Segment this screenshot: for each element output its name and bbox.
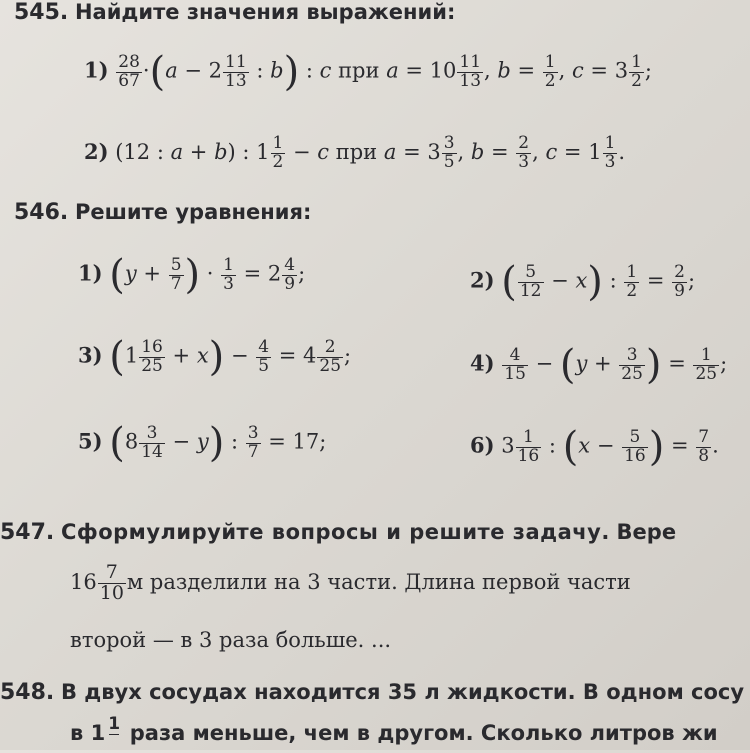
condition-word: при	[338, 58, 380, 83]
problem-548-line-2: в 1 1 раза меньше, чем в другом. Сколько литров жи	[70, 716, 718, 753]
equation-546-3: 3) (1 $\frac{16}{25}$ + x) − $\frac{4}{5}$ = 4 $\frac{2}{25}$ ;	[78, 334, 352, 380]
equation-546-4: 4) $\frac{4}{15}$ − (y + $\frac{3}{25}$ ) = $\frac{1}{25}$ ;	[470, 342, 728, 388]
problem-545-number: 545.	[14, 0, 69, 25]
problem-547-header: 547. Сформулируйте вопросы и решите задачу. Вере	[0, 520, 677, 545]
problem-545-header	[14, 0, 455, 25]
problem-546-header	[14, 200, 311, 225]
problem-545-title: Найдите значения выражений:	[74, 0, 456, 24]
problem-547-line-2	[70, 628, 391, 652]
equation-546-6: 6) 3 $\frac{1}{16}$ : (x − $\frac{5}{16}$ ) = $\frac{7}{8}$ .	[470, 424, 719, 470]
equation-546-5: 5) (8 $\frac{3}{14}$ − y) : $\frac{3}{7}$ = 17;	[78, 420, 327, 466]
equation-546-1: 1) (y + $\frac{5}{7}$ ) · $\frac{1}{3}$ = 2 $\frac{4}{9}$ ;	[78, 252, 306, 298]
problem-546-title: Решите уравнения:	[74, 200, 312, 224]
problem-547-number: 547.	[0, 520, 55, 545]
problem-547-title: Сформулируйте вопросы и решите задачу.	[60, 520, 610, 544]
problem-548-number: 548.	[0, 680, 55, 705]
problem-547-text-1: м разделили на 3 части. Длина первой части	[126, 569, 631, 594]
problem-546-number: 546.	[14, 200, 69, 225]
problem-547-text-2: второй — в 3 раза больше. ...	[70, 628, 392, 652]
problem-548-text-2: раза меньше, чем в другом. Сколько литров жи	[129, 720, 718, 745]
problem-547-line-1: 16 $\frac{7}{10}$ м разделили на 3 части. Длина первой части	[70, 561, 631, 604]
problem-545-item-2: 2) (12 : a + b) : 1 $\frac{1}{2}$ − c при a = 3 $\frac{3}{5}$ , b = $\frac{2}{3}$ , c = 1 $\frac{1}{3}$ .	[84, 133, 626, 172]
problem-548-text-1: В двух сосудах находится 35 л жидкости. В одном сосу	[60, 680, 745, 704]
problem-548-line-1	[0, 680, 744, 705]
problem-545-item-1: 1) $\frac{28}{67}$ ·(a − 2 $\frac{11}{13}$ : b) : c при a = 10 $\frac{11}{13}$ , b = $\frac{1}{2}$ , c = 3 $\frac{1}{2}$ ;	[84, 49, 652, 95]
equation-546-2: 2) ( $\frac{5}{12}$ − x) : $\frac{1}{2}$ = $\frac{2}{9}$ ;	[470, 259, 696, 305]
